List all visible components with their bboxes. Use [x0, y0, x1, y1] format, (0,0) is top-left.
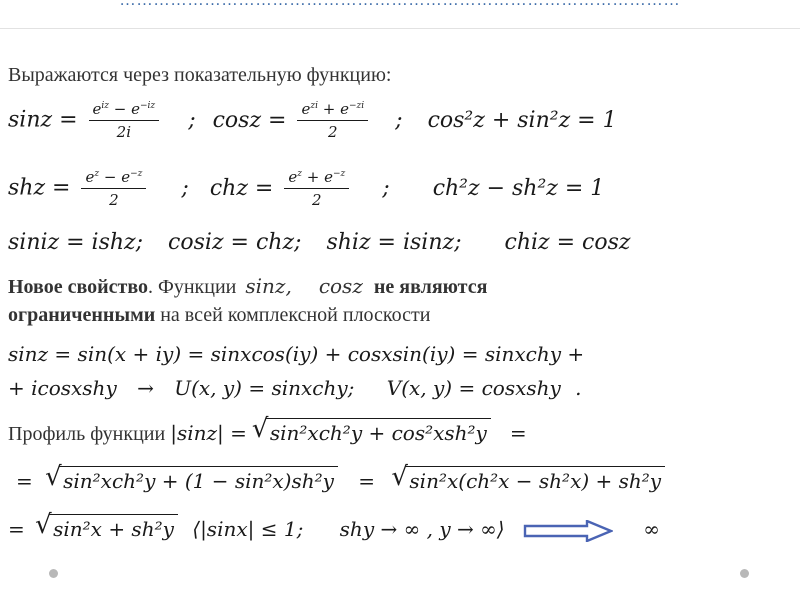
bullet-dot-left — [49, 569, 58, 578]
property-text: . Функции — [148, 276, 237, 298]
property-line-2 — [8, 304, 430, 327]
radicand-2: sin²xch²y + (1 − sin²x)sh²y — [59, 466, 338, 493]
radicand-4: sin²x + sh²y — [49, 514, 178, 541]
hyperbolic-identity: ch²z − sh²z = 1 — [432, 175, 605, 201]
equals: = — [8, 517, 25, 541]
expansion-term: + icosxshy — [8, 376, 117, 400]
sh-numerator: $e^z - e^{-z}$ — [81, 168, 146, 189]
sh-fraction — [81, 168, 146, 209]
ch-lhs: chz = — [209, 175, 274, 201]
property-line-1 — [8, 274, 487, 299]
radicand-3: sin²x(ch²x − sh²x) + sh²y — [405, 466, 665, 493]
sin-lhs: sinz = — [8, 107, 78, 133]
equals: = — [358, 469, 376, 493]
cos-denominator: 2 — [328, 123, 338, 141]
condition-bound: ⟨|sinx| ≤ 1; — [192, 517, 304, 541]
real-part: U(x, y) = sinxchy; — [174, 376, 355, 400]
separator: ; — [395, 107, 403, 133]
sh-lhs: shz = — [8, 175, 71, 201]
clipped-title-strip — [0, 0, 800, 10]
expansion-line-2 — [8, 376, 582, 400]
separator: ; — [382, 175, 390, 201]
relation-shiz: shiz = isinz; — [326, 230, 462, 255]
implies-arrow-icon — [523, 520, 613, 542]
sh-denominator: 2 — [109, 191, 119, 209]
relation-siniz: siniz = ishz; — [8, 230, 144, 255]
sin-fraction — [89, 100, 160, 141]
cos-lhs: cosz = — [212, 107, 287, 133]
profile-line-2 — [8, 466, 665, 493]
formula-row-sh-ch — [8, 168, 604, 209]
ch-fraction — [284, 168, 349, 209]
cos-fraction — [297, 100, 368, 141]
relation-cosiz: cosiz = chz; — [168, 230, 302, 255]
separator: ; — [188, 107, 196, 133]
header-divider — [0, 28, 800, 29]
relation-chiz: chiz = cosz — [504, 230, 631, 255]
property-text-2: на всей комплексной плоскости — [160, 304, 431, 326]
imag-part: V(x, y) = cosxshy — [386, 376, 561, 400]
profile-abs: |sinz| = — [170, 421, 247, 445]
condition-limit: shy → ∞ , y → ∞⟩ — [339, 517, 505, 541]
cos-numerator: $e^{zi} + e^{-zi}$ — [297, 100, 368, 121]
property-bold-1: не являются — [373, 276, 488, 298]
sqrt-radical-3 — [391, 466, 665, 493]
radicand-1: sin²xch²y + cos²xsh²y — [266, 418, 491, 445]
sqrt-radical-4 — [35, 514, 178, 541]
clipped-title-text: ……………………………………………………………………………………… — [119, 0, 681, 9]
ch-denominator: 2 — [312, 191, 322, 209]
sin-numerator: $e^{iz} - e^{-iz}$ — [89, 100, 160, 121]
sin-denominator: 2i — [116, 123, 132, 141]
formula-row-relations — [8, 230, 630, 255]
sqrt-radical-2 — [45, 466, 338, 493]
profile-line-3 — [8, 514, 660, 542]
profile-label: Профиль функции — [8, 423, 166, 445]
property-bold-2: ограниченными — [8, 304, 156, 326]
property-title: Новое свойство — [8, 276, 149, 298]
equals: = — [16, 469, 33, 493]
ch-numerator: $e^z + e^{-z}$ — [284, 168, 349, 189]
intro-text: Выражаются через показательную функцию: — [8, 64, 392, 86]
sqrt-radical-1 — [252, 418, 491, 445]
profile-line-1 — [8, 418, 527, 446]
infinity-result: ∞ — [643, 517, 660, 541]
arrow-right-icon: → — [137, 376, 154, 400]
separator: ; — [181, 175, 189, 201]
period: . — [575, 376, 582, 400]
bullet-dot-right — [740, 569, 749, 578]
pythagorean-identity: cos²z + sin²z = 1 — [427, 107, 617, 133]
expansion-line-1: sinz = sin(x + iy) = sinxcos(iy) + cosxsin(iy) = sinxchy + — [8, 342, 585, 366]
property-f2: cosz — [318, 274, 363, 298]
property-f1: sinz, — [245, 274, 292, 298]
equals: = — [509, 421, 527, 445]
formula-row-sin-cos — [8, 100, 617, 141]
